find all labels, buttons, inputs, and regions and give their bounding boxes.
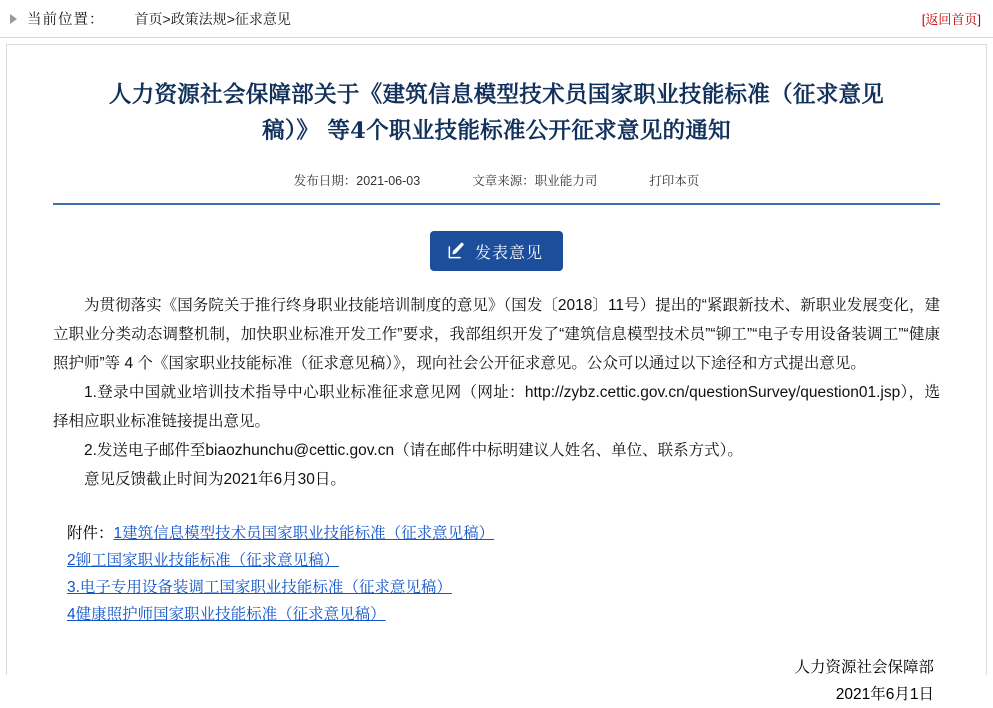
attachment-link-1[interactable]: 1建筑信息模型技术员国家职业技能标准（征求意见稿） [113, 525, 495, 542]
print-page-link[interactable]: 打印本页 [649, 174, 700, 188]
attachments-block [53, 520, 940, 628]
divider [53, 203, 940, 205]
list-item [67, 547, 940, 574]
page-title-line2: 等4个职业技能标准公开征求意见的通知 [327, 118, 731, 144]
publish-date-value: 2021-06-03 [356, 174, 421, 188]
list-item [67, 574, 940, 601]
body-paragraph-3: 2.发送电子邮件至biaozhunchu@cettic.gov.cn（请在邮件中标明建议人姓名、单位、联系方式）。 [84, 442, 743, 459]
document-meta [53, 171, 940, 189]
breadcrumb-item-opinions[interactable]: 征求意见 [234, 10, 291, 27]
attachment-link-2[interactable]: 2铆工国家职业技能标准（征求意见稿） [67, 552, 340, 569]
breadcrumb-separator-2: > [226, 10, 235, 27]
signature-organization: 人力资源社会保障部 [794, 659, 934, 676]
signature-date: 2021年6月1日 [835, 686, 934, 703]
signature-block [53, 654, 940, 708]
action-bar [53, 231, 940, 271]
submit-opinion-button[interactable] [430, 231, 563, 271]
return-home-link[interactable]: [返回首页] [921, 12, 981, 27]
attachment-link-4[interactable]: 4健康照护师国家职业技能标准（征求意见稿） [67, 606, 386, 623]
body-paragraph-2: 1.登录中国就业培训技术指导中心职业标准征求意见网（网址：http://zybz.cettic.gov.cn/questionSurvey/question01.jsp），选择相应职业标准链接提出意见。 [53, 384, 940, 430]
source-label: 文章来源： [472, 174, 535, 188]
publish-date [294, 171, 420, 189]
attachment-link-3[interactable]: 3.电子专用设备装调工国家职业技能标准（征求意见稿） [67, 579, 452, 596]
breadcrumb-label: 当前位置： [27, 12, 105, 28]
breadcrumb [135, 9, 291, 29]
breadcrumb-bar [0, 0, 993, 38]
triangle-right-icon [10, 14, 17, 24]
source-value: 职业能力司 [534, 174, 598, 188]
document-body [53, 291, 940, 494]
attachments-header [53, 520, 940, 547]
list-item [67, 601, 940, 628]
publish-date-label: 发布日期： [293, 174, 357, 188]
submit-opinion-label: 发表意见 [474, 244, 543, 262]
source [472, 171, 597, 189]
body-paragraph-1: 为贯彻落实《国务院关于推行终身职业技能培训制度的意见》（国发〔2018〕11号）提出的“紧跟新技术、新职业发展变化，建立职业分类动态调整机制，加快职业标准开发工作”要求，我部组织开发了“建筑信息模型技术员”“铆工”“电子专用设备装调工”“健康照护师”等 4 个《国家职业技能标准（征求意见稿）》，现向社会公开征求意见。公众可以通过以下途径和方式提出意见。 [53, 297, 940, 372]
attachments-label: 附件： [67, 525, 114, 542]
document-panel [6, 44, 987, 703]
breadcrumb-item-policy[interactable]: 政策法规 [170, 10, 227, 27]
body-paragraph-4: 意见反馈截止时间为2021年6月30日。 [84, 471, 346, 488]
pencil-edit-icon [446, 241, 466, 261]
attachments-list [53, 547, 940, 628]
breadcrumb-separator-1: > [162, 10, 171, 27]
page-title-line1: 人力资源社会保障部关于《建筑信息模型技术员国家职业技能标准（征求意见稿）》 [108, 82, 885, 144]
page-title [53, 45, 940, 149]
breadcrumb-item-home[interactable]: 首页 [134, 10, 163, 27]
